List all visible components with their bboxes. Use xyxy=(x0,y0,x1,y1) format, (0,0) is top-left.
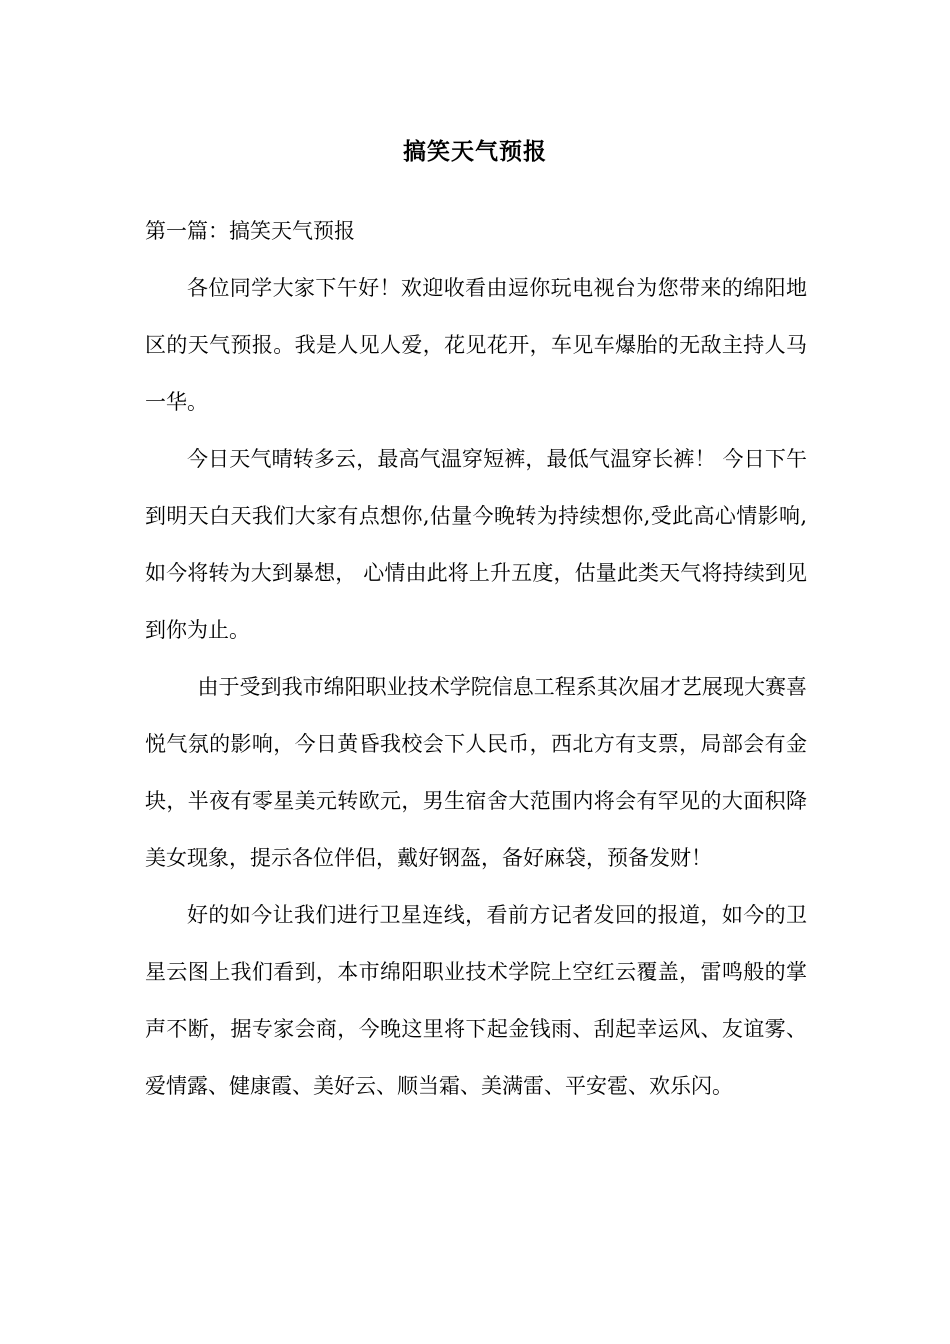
section-heading: 第一篇：搞笑天气预报 xyxy=(145,219,355,243)
document-body xyxy=(145,203,807,1115)
paragraph-1: 各位同学大家下午好！欢迎收看由逗你玩电视台为您带来的绵阳地区的天气预报。我是人见人爱，花见花开，车见车爆胎的无敌主持人马一华。 xyxy=(145,276,807,414)
paragraph-4: 好的如今让我们进行卫星连线，看前方记者发回的报道，如今的卫星云图上我们看到，本市绵阳职业技术学院上空红云覆盖，雷鸣般的掌声不断，据专家会商，今晚这里将下起金钱雨、刮起幸运风、友谊雾、爱情露、健康霞、美好云、顺当霜、美满雷、平安雹、欢乐闪。 xyxy=(145,903,807,1098)
paragraph-3: 由于受到我市绵阳职业技术学院信息工程系其次届才艺展现大赛喜悦气氛的影响，今日黄昏我校会下人民币，西北方有支票，局部会有金块，半夜有零星美元转欧元，男生宿舍大范围内将会有罕见的大面积降美女现象，提示各位伴侣，戴好钢盔，备好麻袋，预备发财！ xyxy=(145,675,807,870)
page-title: 搞笑天气预报 xyxy=(403,138,547,165)
paragraph-2: 今日天气晴转多云，最高气温穿短裤，最低气温穿长裤！ 今日下午到明天白天我们大家有点想你,估量今晚转为持续想你,受此高心情影响,如今将转为大到暴想， 心情由此将上升五度，估量此类天气将持续到见到你为止。 xyxy=(145,447,807,642)
